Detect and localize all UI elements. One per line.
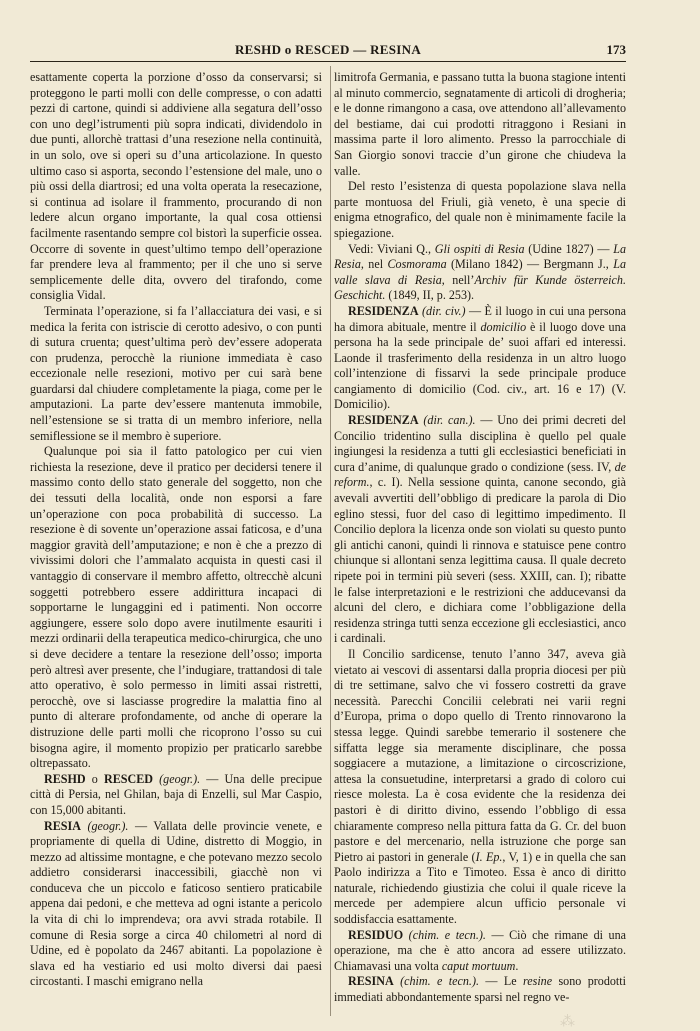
paragraph: Del resto l’esistenza di questa popolazione slava nella parte montuosa del Friuli, già veneto, è una specie di enigma etnografico, del quale non è minimamente facile la spiegazione.	[334, 179, 626, 240]
entry-residenza-civ	[334, 304, 626, 413]
scan-watermark: ⁂	[560, 1013, 575, 1030]
entry-term: RESCED	[103, 771, 154, 786]
ref-text: (Milano 1842) — Bergmann J.,	[446, 257, 614, 272]
entry-residuo	[334, 928, 626, 975]
header-title: RESHD o RESCED — RESINA	[234, 42, 422, 57]
paragraph-text: , V, 1) e in quella che san Paolo indirizza a Tito e Timoteo. Essa è anco di diritto naturale, richiedendo giustizia che colui il quale riceve la mercede per adempiere alcun ufficio personale vi soddisfaccia esattamente.	[334, 849, 626, 927]
entry-term: RESINA	[348, 974, 394, 989]
ref-text: (1849, II, p. 253).	[385, 288, 475, 303]
paragraph: Terminata l’operazione, si fa l’allacciatura dei vasi, e si medica la ferita con istriscie di cerotto adesivo, o con punti di sutura cruenta; quest’ultima però dev’essere adoperata con prudenza, perocchè la riunione immediata è caso eccezionale nelle resezioni, motivo per cui sarà bene guardarsi dal chiudere completamente la piaga, come per le amputazioni. La parte dev’essere mantenuta immobile, nell’estensione se si tratta di un membro inferiore, nella semiflessione se il membro è superiore.	[30, 303, 322, 443]
header-rule	[30, 61, 626, 62]
entry-text: sono prodotti immediati abbondantemente sparsi nel regno ve-	[334, 974, 626, 1005]
ref-text: , nel	[360, 257, 388, 272]
entry-resia	[30, 819, 322, 991]
paragraph	[334, 647, 626, 928]
entry-text: — Le	[479, 974, 523, 989]
page-number: 173	[606, 42, 626, 57]
entry-emphasis: caput mortuum	[441, 958, 516, 973]
paragraph: limitrofa Germania, e passano tutta la buona stagione intenti al minuto commercio, segnatamente di articoli di drogheria; e le donne rimangono a casa, ove attendono all’allevamento del bestiame, dai cui prodotti ritraggono i Resiani in massima parte il loro alimento. Presso la parrocchiale di San Giorgio sonovi traccie d’un girone che chiudeva la valle.	[334, 70, 626, 178]
ref-text: (Udine 1827) —	[524, 241, 614, 256]
right-column	[334, 70, 626, 1015]
entry-qualifier: (dir. civ.)	[422, 303, 466, 318]
entry-emphasis: I. Ep.	[475, 849, 503, 864]
entry-emphasis: resine	[522, 974, 553, 989]
entry-term: RESIDUO	[348, 927, 404, 942]
paragraph: Qualunque poi sia il fatto patologico per cui vien richiesta la resezione, deve il pratico per decidersi tenere il massimo conto dello stato generale del soggetto, non che dei tessuti della località, onde non esporsi a fare un’operazione con poca probabilità di successo. La resezione è di sovente un’operazione assai faticosa, e d’una maggior gravità dell’amputazione; e non è che a prezzo di vivissimi dolori che l’ammalato acquista in questi casi il vantaggio di conservare il membro affetto, oltrecchè alcuni soggetti potrebbero essere addirittura incapaci di sopportarne le lungaggini ed i patimenti. Non occorre aggiungere, essere solo dopo avere inutilmente esauriti i mezzi ordinarii della terapeutica medico-chirurgica, che uno si deve decidere a tentare la resezione dell’osso; importa però altresì aver presente, che l’indugiare, trattandosi di tale atto operativo, è solo permesso in limiti assai ristretti, perocchè, ove si lasciasse progredire la malattia fino al punto di alterare profondamente, od anche di operare la distruzione delle parti molli che ricoprono l’osso su cui bisogna agire, il momento propizio per praticarlo sarebbe oltrepassato.	[30, 444, 322, 771]
entry-text: è il luogo dove una persona ha la sede principale de’ suoi affari ed interessi. Laonde il trasferimento della residenza in un altro luogo coll’intenzione di fissarvi la sede principale produce cangiamento di domicilio (Cod. civ., art. 16 e 17) (V. Domicilio).	[334, 319, 626, 412]
entry-term: RESIDENZA	[348, 303, 419, 318]
entry-text: .	[515, 958, 519, 973]
ref-title: La Resia	[334, 241, 626, 272]
entry-term: RESHD	[44, 771, 86, 786]
entry-text: — Vallata delle provincie venete, e propriamente di quella di Udine, distretto di Moggio, in mezzo ad altissime montagne, e che potevano mezzo secolo addietro considerarsi inaccessibili, giacchè non vi conduceva che un piccolo e faticoso sentiero praticabile appena dai pedoni, e che metteva ad ogni istante a pericolo la vita di chi lo imprendeva; ora avvi strada rotabile. Il comune di Resia sorge a circa 40 chilometri al nord di Udine, ed è popolato da 2467 abitanti. La popolazione è slava ed ha vestiario ed usi molto diversi dai paesi circostanti. I maschi emigrano nella	[30, 818, 322, 989]
entry-text: , c. I). Nella sessione quinta, canone secondo, già avevali avvertiti dell’obbligo di predicare la parola di Dio eglino stessi, fuor del caso di legittimo impedimento. Il Concilio deplora la licenza onde son violati su questo punto gli antichi canoni, quindi li rinnova e statuisce pene contro chiunque si allontani senza legittima causa. Il quale decreto ripete poi in termini più severi (sess. XXIII, can. I); ribatte le false interpretazioni e le restrizioni che adducevansi da alcuni del clero, e dichiara come l’obbligazione della residenza stringa tutti senza eccezione gli ecclesiastici, anco i cardinali.	[334, 475, 626, 646]
entry-reshd	[30, 772, 322, 819]
entry-connector: o	[85, 771, 104, 786]
entry-text: — Ciò che rimane di una operazione, ma che è atto ancora ad essere utilizzato. Chiamavasi una volta	[334, 927, 626, 973]
paragraph-text: Il Concilio sardicense, tenuto l’anno 347, aveva già vietato ai vescovi di assentarsi dalla propria diocesi per più di tre settimane, salvo che vi fossero costretti da grave necessità. Parecchi Concilii celebrati nei varii regni d’Europa, prima o dopo quello di Trento rinnovarono la stessa legge. Quindi sarebbe temerario il sostenere che siffatta legge sia meramente disciplinare, che possa soggiacere a mutazione, a limitazione o circoscrizione, attesa la consuetudine, interpretarsi a grado di coloro cui riesce molesta. La è cosa evidente che la residenza dei pastori è di diritto divino, essendo l’obbligo di essa chiaramente compreso nella pittura fatta da G. Cr. del buon pastore e del mercenario, nella istruzione che porge san Pietro ai pastori in generale (	[334, 646, 626, 864]
entry-qualifier: (chim. e tecn.).	[400, 974, 479, 989]
entry-qualifier: (chim. e tecn.).	[408, 927, 486, 942]
column-divider	[330, 66, 331, 1016]
entry-qualifier: (geogr.).	[87, 818, 129, 833]
entry-text: — Una delle precipue città di Persia, nel Ghilan, baja di Enzelli, sul Mar Caspio, con 15,000 abitanti.	[30, 771, 322, 817]
entry-emphasis: domicilio	[480, 319, 527, 334]
ref-text: , nell’	[441, 272, 475, 287]
entry-text: — Uno dei primi decreti del Concilio tridentino sulla disciplina è quello pel quale ingiungesi la residenza a tutti gli ecclesiastici beneficiati in cura d’anime, di qualunque grado o condizione (sess. IV,	[334, 413, 626, 474]
references	[334, 242, 626, 304]
running-header	[30, 42, 626, 62]
paragraph: esattamente coperta la porzione d’osso da conservarsi; si proteggono le parti molli con delle compresse, o con adatti pezzi di cartone, quindi si addiviene alla segatura dell’osso con uno degl’istrumenti più sopra indicati, dividendolo in due punti, allorchè trattasi d’una resezione nella continuità, in un solo, ove si operi su d’una articolazione. In questo ultimo caso si asporta, secondo l’estensione del male, uno o più ossi della diartrosi; ed una volta operata la resecazione, si continua ad isolare il frammento, procurando di non ledere alcun organo importante, la qual cosa ottiensi facilmente rasentando sempre col bistorì la superficie ossea. Occorre di sovente in quest’ultimo tempo dell’operazione far prendere leva al frammento; per il che uno si serve semplicemente delle dita, ovvero del tirafondo, come consiglia Vidal.	[30, 70, 322, 303]
entry-term: RESIA	[44, 818, 81, 833]
ref-title: La valle slava di Resia	[334, 257, 626, 287]
ref-title: Cosmorama	[387, 257, 447, 272]
ref-text: Vedi: Viviani Q.,	[348, 241, 435, 256]
ref-title: Gli ospiti di Resia	[434, 241, 525, 256]
ref-title: Archiv für Kunde österreich. Geschicht.	[334, 272, 626, 303]
entry-emphasis: de reform.	[334, 459, 626, 490]
entry-qualifier: (geogr.).	[159, 771, 201, 786]
entry-resina	[334, 974, 626, 1005]
entry-text: — È il luogo in cui una persona ha dimora abituale, mentre il	[334, 303, 626, 334]
left-column	[30, 70, 322, 1015]
entry-residenza-can	[334, 413, 626, 647]
entry-term: RESIDENZA	[348, 413, 419, 428]
entry-qualifier: (dir. can.).	[423, 413, 476, 428]
